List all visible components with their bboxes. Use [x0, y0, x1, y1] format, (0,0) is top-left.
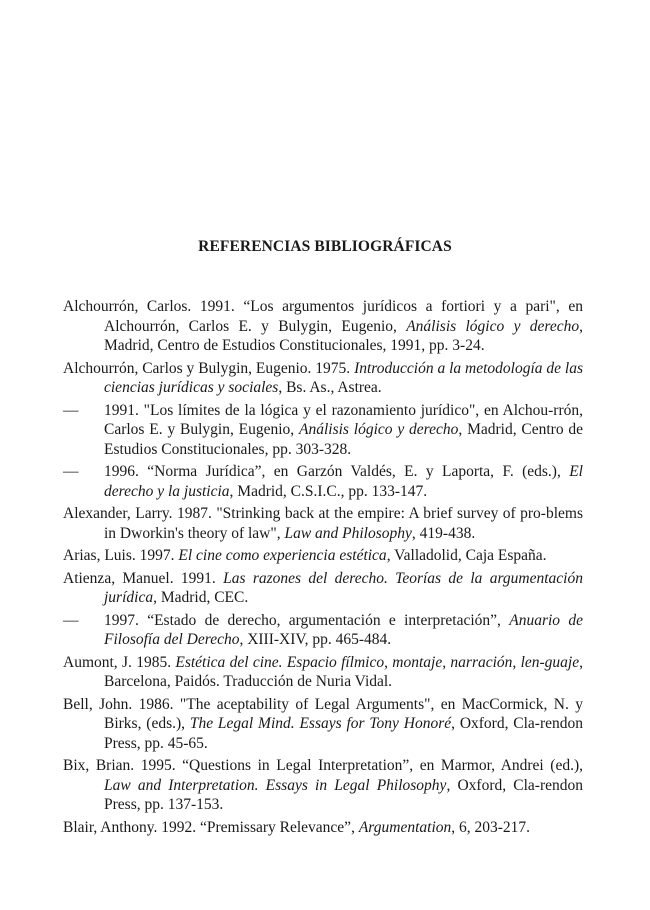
reference-publication-details: , XIII-XIV, pp. 465-484. [239, 631, 392, 648]
reference-entry [63, 297, 583, 356]
reference-entry [63, 695, 583, 754]
reference-text: Aumont, J. 1985. [63, 653, 176, 671]
reference-text: 1997. “Estado de derecho, argumentación e interpretación”, [104, 611, 510, 629]
reference-entry [63, 504, 583, 543]
reference-entry [63, 818, 583, 838]
reference-work-title: Análisis lógico y derecho [406, 317, 580, 335]
reference-entry [63, 653, 583, 692]
reference-text: Arias, Luis. 1997. [63, 547, 179, 564]
reference-work-title: Anuario de Filosofía del Derecho [104, 611, 583, 648]
repeat-author-dash: — [63, 401, 79, 419]
reference-text: 1991. "Los límites de la lógica y el razonamiento jurídico", en Alchou-rrón, Carlos E. y Bulygin, Eugenio, [104, 401, 583, 438]
reference-work-title: Introducción a la metodología de las ciencias jurídicas y sociales [104, 359, 583, 396]
reference-work-title: Law and Philosophy [284, 524, 412, 542]
reference-work-title: Law and Interpretation. Essays in Legal Philosophy [104, 776, 447, 794]
reference-text: Blair, Anthony. 1992. “Premissary Relevance”, [63, 818, 359, 836]
reference-text: Alchourrón, Carlos y Bulygin, Eugenio. 1975. [63, 359, 355, 377]
reference-text: Alexander, Larry. 1987. "Strinking back at the empire: A brief survey of pro-blems in Dworkin's theory of law", [63, 505, 583, 542]
reference-publication-details: , Madrid, Centro de Estudios Constitucionales, pp. 303-328. [104, 421, 584, 458]
reference-text: Bell, John. 1986. "The aceptability of Legal Arguments", en MacCormick, N. y Birks, (eds.), [63, 695, 583, 732]
reference-publication-details: , Bs. As., Astrea. [278, 379, 382, 396]
reference-entry [63, 359, 583, 398]
reference-publication-details: , Oxford, Cla-rendon Press, pp. 45-65. [104, 715, 584, 752]
reference-list [63, 297, 583, 840]
repeat-author-dash: — [63, 463, 79, 480]
page-title: REFERENCIAS BIBLIOGRÁFICAS [198, 238, 452, 255]
reference-work-title: Análisis lógico y derecho [299, 421, 459, 438]
reference-entry [63, 546, 583, 566]
reference-publication-details: , Oxford, Cla-rendon Press, pp. 137-153. [104, 776, 583, 813]
reference-text: Atienza, Manuel. 1991. [63, 569, 224, 587]
reference-work-title: The Legal Mind. Essays for Tony Honoré [189, 715, 452, 732]
reference-work-title: Estética del cine. Espacio fílmico, montaje, narración, len-guaje [175, 653, 580, 671]
reference-entry [63, 401, 583, 460]
reference-work-title: Las razones del derecho. Teorías de la argumentación jurídica [104, 569, 583, 606]
reference-entry [63, 569, 583, 608]
reference-publication-details: , Barcelona, Paidós. Traducción de Nuria Vidal. [104, 653, 583, 690]
reference-work-title: El derecho y la justicia [104, 463, 583, 500]
reference-text: Bix, Brian. 1995. “Questions in Legal Interpretation”, en Marmor, Andrei (ed.), [63, 757, 583, 774]
reference-publication-details: , 6, 203-217. [451, 818, 531, 836]
reference-publication-details: , 419-438. [411, 524, 476, 542]
reference-text: Alchourrón, Carlos. 1991. “Los argumentos jurídicos a fortiori y a pari", en Alchourrón, Carlos E. y Bulygin, Eugenio, [63, 298, 583, 335]
reference-entry [63, 756, 583, 815]
reference-publication-details: , Valladolid, Caja España. [386, 547, 547, 564]
reference-entry [63, 462, 583, 501]
reference-publication-details: , Madrid, Centro de Estudios Constitucionales, 1991, pp. 3-24. [104, 317, 583, 354]
reference-work-title: El cine como experiencia estética [178, 547, 387, 564]
reference-text: 1996. “Norma Jurídica”, en Garzón Valdés, E. y Laporta, F. (eds.), [104, 463, 570, 480]
reference-publication-details: , Madrid, CEC. [153, 589, 249, 606]
reference-entry [63, 611, 583, 650]
reference-publication-details: , Madrid, C.S.I.C., pp. 133-147. [229, 482, 428, 500]
repeat-author-dash: — [63, 611, 79, 629]
reference-work-title: Argumentation [358, 818, 452, 836]
